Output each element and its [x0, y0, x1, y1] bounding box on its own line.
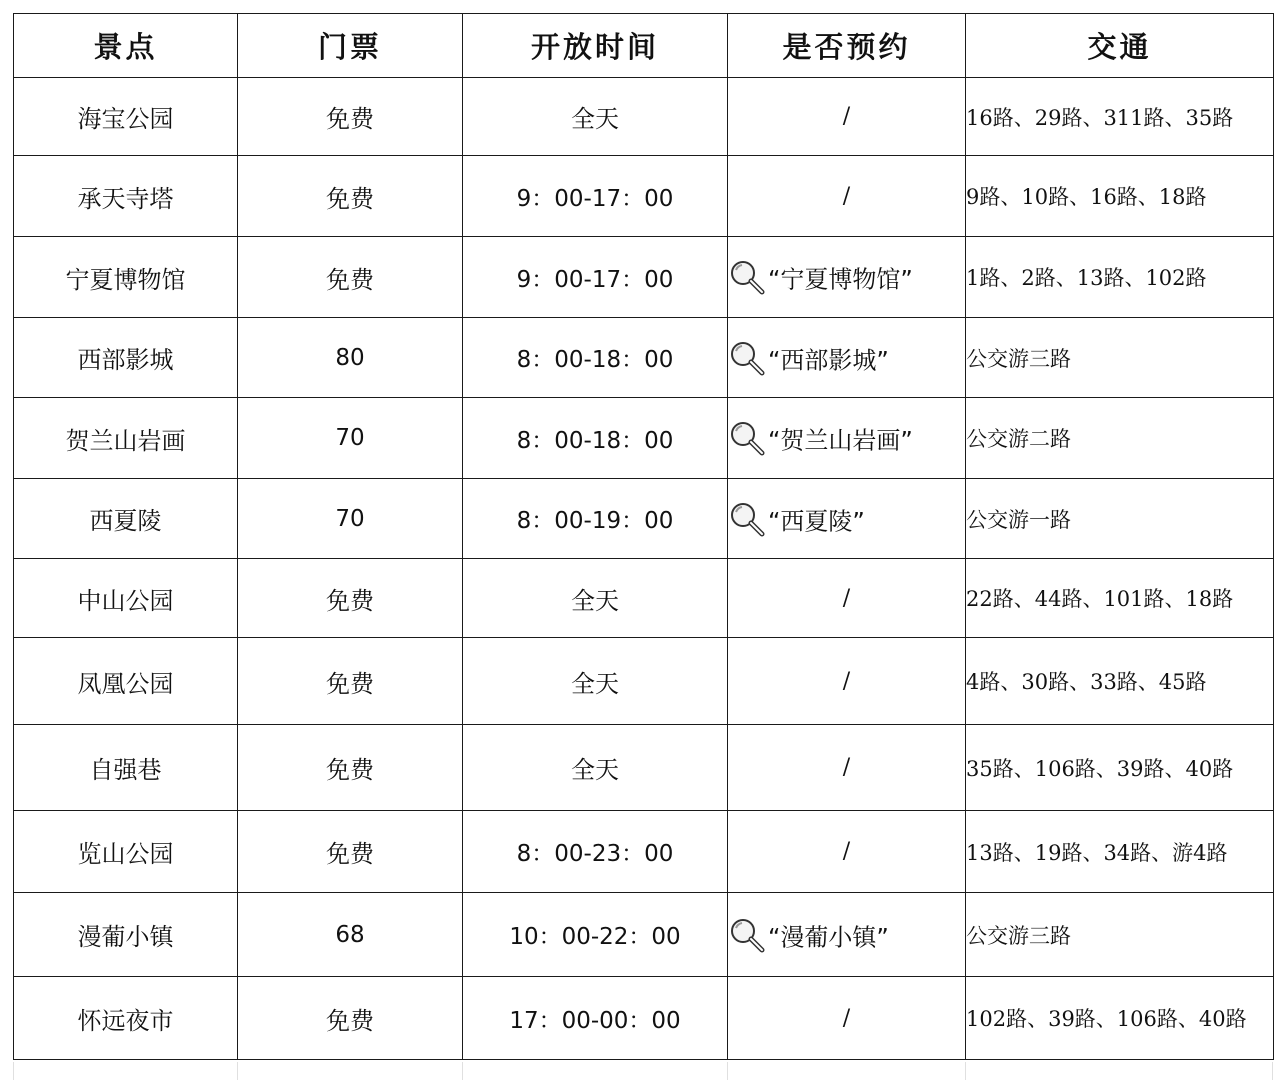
cell-booking: /	[728, 78, 966, 156]
cell-spot: 海宝公园	[14, 78, 238, 156]
cell-ticket: 70	[238, 398, 463, 479]
cell-ticket: 免费	[238, 78, 463, 156]
cell-booking: /	[728, 638, 966, 725]
header-ticket: 门票	[238, 14, 463, 78]
cell-spot: 承天寺塔	[14, 156, 238, 237]
magnifier-search-icon	[728, 419, 766, 457]
cell-transit: 公交游二路	[966, 398, 1274, 479]
booking-search-term: “西夏陵”	[768, 507, 865, 535]
sheet-continuation	[13, 1062, 1273, 1080]
cell-spot: 西部影城	[14, 318, 238, 398]
header-transit: 交通	[966, 14, 1274, 78]
cell-transit: 4路、30路、33路、45路	[966, 638, 1274, 725]
cell-transit: 35路、106路、39路、40路	[966, 725, 1274, 811]
cell-transit: 22路、44路、101路、18路	[966, 559, 1274, 638]
grid-line	[237, 1062, 238, 1080]
table-body	[14, 78, 1274, 1060]
cell-spot: 贺兰山岩画	[14, 398, 238, 479]
cell-booking: /	[728, 559, 966, 638]
grid-line	[13, 1062, 14, 1080]
magnifier-search-icon	[728, 500, 766, 538]
cell-hours: 17：00-00：00	[463, 977, 728, 1060]
cell-transit: 公交游三路	[966, 893, 1274, 977]
cell-ticket: 免费	[238, 559, 463, 638]
cell-transit: 9路、10路、16路、18路	[966, 156, 1274, 237]
cell-hours: 8：00-18：00	[463, 398, 728, 479]
table-row	[14, 479, 1274, 559]
cell-spot: 怀远夜市	[14, 977, 238, 1060]
cell-transit: 1路、2路、13路、102路	[966, 237, 1274, 318]
grid-line	[965, 1062, 966, 1080]
header-hours: 开放时间	[463, 14, 728, 78]
cell-spot: 凤凰公园	[14, 638, 238, 725]
booking-search-term: “西部影城”	[768, 346, 889, 374]
cell-booking: /	[728, 725, 966, 811]
cell-booking	[728, 893, 966, 977]
cell-hours: 全天	[463, 559, 728, 638]
cell-ticket: 免费	[238, 811, 463, 893]
header-spot: 景点	[14, 14, 238, 78]
cell-spot: 宁夏博物馆	[14, 237, 238, 318]
cell-booking	[728, 479, 966, 559]
table-row	[14, 318, 1274, 398]
cell-transit: 公交游一路	[966, 479, 1274, 559]
grid-line	[1272, 1062, 1273, 1080]
table-row	[14, 725, 1274, 811]
cell-booking: /	[728, 977, 966, 1060]
table-row	[14, 78, 1274, 156]
table-header-row	[14, 14, 1274, 78]
table-row	[14, 811, 1274, 893]
table-row	[14, 237, 1274, 318]
cell-ticket: 免费	[238, 156, 463, 237]
cell-hours: 全天	[463, 725, 728, 811]
cell-hours: 全天	[463, 638, 728, 725]
cell-spot: 西夏陵	[14, 479, 238, 559]
table-row	[14, 398, 1274, 479]
magnifier-search-icon	[728, 339, 766, 377]
cell-ticket: 免费	[238, 977, 463, 1060]
attractions-table-sheet	[13, 13, 1273, 1060]
table-row	[14, 559, 1274, 638]
magnifier-search-icon	[728, 258, 766, 296]
cell-spot: 览山公园	[14, 811, 238, 893]
cell-hours: 10：00-22：00	[463, 893, 728, 977]
cell-ticket: 免费	[238, 237, 463, 318]
grid-line	[727, 1062, 728, 1080]
grid-line	[462, 1062, 463, 1080]
cell-transit: 102路、39路、106路、40路	[966, 977, 1274, 1060]
attractions-table	[13, 13, 1274, 1060]
header-booking: 是否预约	[728, 14, 966, 78]
cell-hours: 8：00-19：00	[463, 479, 728, 559]
cell-hours: 8：00-18：00	[463, 318, 728, 398]
cell-spot: 中山公园	[14, 559, 238, 638]
table-row	[14, 638, 1274, 725]
cell-spot: 自强巷	[14, 725, 238, 811]
magnifier-search-icon	[728, 916, 766, 954]
cell-hours: 全天	[463, 78, 728, 156]
cell-spot: 漫葡小镇	[14, 893, 238, 977]
cell-booking: /	[728, 811, 966, 893]
cell-ticket: 68	[238, 893, 463, 977]
cell-transit: 公交游三路	[966, 318, 1274, 398]
cell-booking: /	[728, 156, 966, 237]
booking-search-term: “宁夏博物馆”	[768, 265, 913, 294]
cell-booking	[728, 318, 966, 398]
cell-ticket: 70	[238, 479, 463, 559]
cell-ticket: 免费	[238, 725, 463, 811]
cell-hours: 9：00-17：00	[463, 237, 728, 318]
cell-booking	[728, 398, 966, 479]
table-row	[14, 977, 1274, 1060]
cell-transit: 13路、19路、34路、游4路	[966, 811, 1274, 893]
table-row	[14, 893, 1274, 977]
cell-transit: 16路、29路、311路、35路	[966, 78, 1274, 156]
booking-search-term: “贺兰山岩画”	[768, 426, 913, 455]
table-row	[14, 156, 1274, 237]
booking-search-term: “漫葡小镇”	[768, 923, 889, 951]
cell-booking	[728, 237, 966, 318]
cell-ticket: 80	[238, 318, 463, 398]
cell-hours: 9：00-17：00	[463, 156, 728, 237]
cell-ticket: 免费	[238, 638, 463, 725]
cell-hours: 8：00-23：00	[463, 811, 728, 893]
